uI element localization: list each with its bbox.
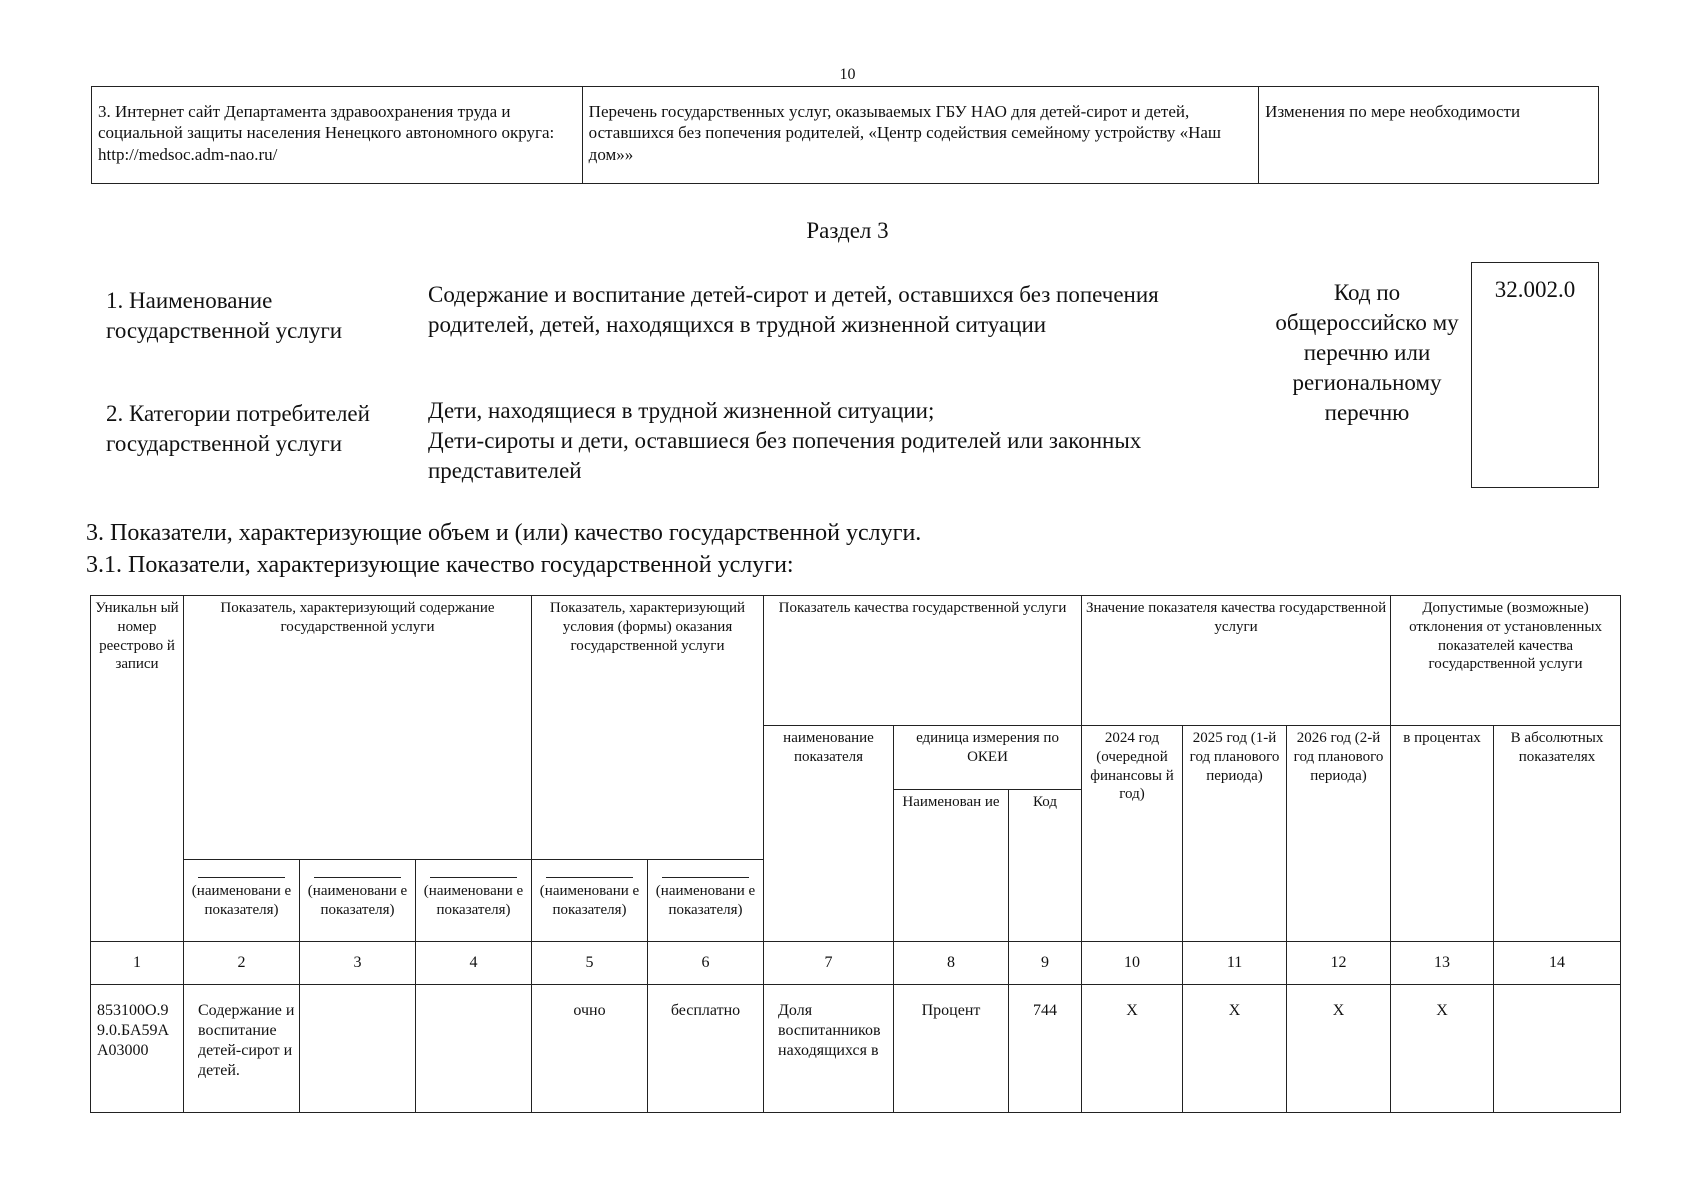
quality-indicators-table xyxy=(90,595,1621,1113)
header-indicator-name: наименование показателя xyxy=(764,726,894,942)
service-name-label: 1. Наименование государственной услуги xyxy=(106,288,343,343)
cell-unit-code: 744 xyxy=(1009,985,1082,1113)
consumer-category-label: 2. Категории потребителей государственной услуги xyxy=(106,401,370,456)
service-code-label: Код по общероссийско му перечню или региональному перечню xyxy=(1275,280,1459,425)
indicators-heading: 3. Показатели, характеризующие объем и (или) качество государственной услуги. xyxy=(86,520,922,546)
cell-content-1: Содержание и воспитание детей-сирот и детей. xyxy=(184,985,300,1113)
col-number: 8 xyxy=(894,942,1009,985)
header-content-indicator: Показатель, характеризующий содержание государственной услуги xyxy=(184,596,532,860)
table-row xyxy=(91,985,1621,1113)
header-sub-2: (наименовани е показателя) xyxy=(184,860,300,942)
header-allowed-deviation: Допустимые (возможные) отклонения от установленных показателей качества государственной услуги xyxy=(1391,596,1621,726)
col-number: 13 xyxy=(1391,942,1494,985)
cell-indicator-name: Доля воспитанников находящихся в xyxy=(764,985,894,1113)
cell-value-2026: X xyxy=(1287,985,1391,1113)
cell-unit-name: Процент xyxy=(894,985,1009,1113)
header-quality-indicator: Показатель качества государственной услуги xyxy=(764,596,1082,726)
cell-deviation-percent: X xyxy=(1391,985,1494,1113)
info-site-cell: 3. Интернет сайт Департамента здравоохранения труда и социальной защиты населения Ненецкого автономного округа: http://medsoc.adm-nao.ru/ xyxy=(92,87,583,184)
col-number: 9 xyxy=(1009,942,1082,985)
cell-deviation-absolute xyxy=(1494,985,1621,1113)
cell-value-2024: X xyxy=(1082,985,1183,1113)
header-indicator-value: Значение показателя качества государственной услуги xyxy=(1082,596,1391,726)
cell-condition-form: очно xyxy=(532,985,648,1113)
col-number: 4 xyxy=(416,942,532,985)
col-number: 7 xyxy=(764,942,894,985)
header-sub-3: (наименовани е показателя) xyxy=(300,860,416,942)
consumer-category-line-2: Дети-сироты и дети, оставшиеся без попечения родителей или законных представителей xyxy=(428,428,1142,483)
col-number: 2 xyxy=(184,942,300,985)
col-number: 6 xyxy=(648,942,764,985)
header-in-absolute: В абсолютных показателях xyxy=(1494,726,1621,942)
quality-indicators-heading: 3.1. Показатели, характеризующие качество государственной услуги: xyxy=(86,552,794,578)
section-title: Раздел 3 xyxy=(806,218,889,243)
cell-condition-payment: бесплатно xyxy=(648,985,764,1113)
cell-value-2025: X xyxy=(1183,985,1287,1113)
cell-content-3 xyxy=(416,985,532,1113)
col-number: 5 xyxy=(532,942,648,985)
header-sub-5: (наименовани е показателя) xyxy=(532,860,648,942)
col-number: 11 xyxy=(1183,942,1287,985)
header-unit-okei: единица измерения по ОКЕИ xyxy=(894,726,1082,790)
info-frequency-cell: Изменения по мере необходимости xyxy=(1259,87,1599,184)
header-unit-name: Наименован ие xyxy=(894,790,1009,942)
col-number: 12 xyxy=(1287,942,1391,985)
column-numbers-row xyxy=(91,942,1621,985)
info-table xyxy=(91,86,1599,184)
col-number: 1 xyxy=(91,942,184,985)
service-name-value: Содержание и воспитание детей-сирот и детей, оставшихся без попечения родителей, детей, находящихся в трудной жизненной ситуации xyxy=(428,282,1159,337)
header-sub-6: (наименовани е показателя) xyxy=(648,860,764,942)
header-conditions-indicator: Показатель, характеризующий условия (формы) оказания государственной услуги xyxy=(532,596,764,860)
consumer-category-line-1: Дети, находящиеся в трудной жизненной ситуации; xyxy=(428,398,935,423)
header-sub-4: (наименовани е показателя) xyxy=(416,860,532,942)
service-code-box: 32.002.0 xyxy=(1471,262,1599,488)
header-unit-code: Код xyxy=(1009,790,1082,942)
cell-content-2 xyxy=(300,985,416,1113)
info-list-cell: Перечень государственных услуг, оказываемых ГБУ НАО для детей-сирот и детей, оставшихся без попечения родителей, «Центр содействия семейному устройству «Наш дом»» xyxy=(582,87,1259,184)
header-year-2024: 2024 год (очередной финансовы й год) xyxy=(1082,726,1183,942)
col-number: 10 xyxy=(1082,942,1183,985)
header-in-percent: в процентах xyxy=(1391,726,1494,942)
header-year-2025: 2025 год (1-й год планового периода) xyxy=(1183,726,1287,942)
col-number: 3 xyxy=(300,942,416,985)
consumer-category-value xyxy=(428,396,1268,486)
cell-unique-number: 853100О.99.0.БА59АА03000 xyxy=(91,985,184,1113)
header-unique-number: Уникальн ый номер реестрово й записи xyxy=(91,596,184,942)
header-year-2026: 2026 год (2-й год планового периода) xyxy=(1287,726,1391,942)
page-number: 10 xyxy=(839,66,856,83)
col-number: 14 xyxy=(1494,942,1621,985)
